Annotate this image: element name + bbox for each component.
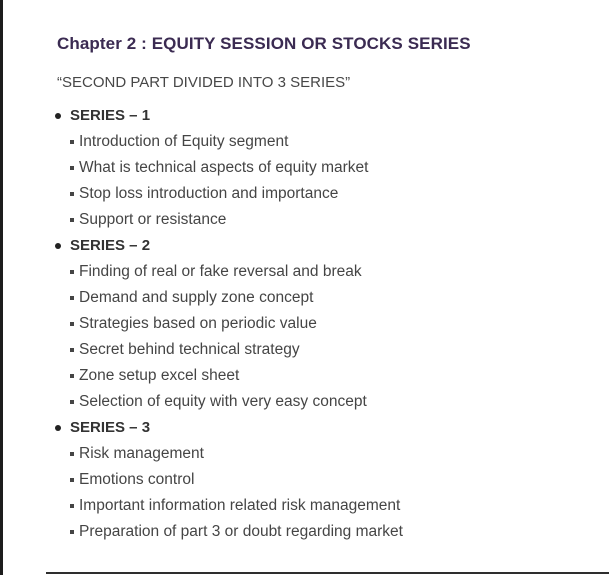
series-item: Risk management [70,441,599,467]
series-item: Selection of equity with very easy concept [70,389,599,415]
series-heading: SERIES – 3 [55,415,599,441]
series-item: Introduction of Equity segment [70,129,599,155]
chapter-outline [57,34,599,545]
series-item: Support or resistance [70,207,599,233]
series-item: Demand and supply zone concept [70,285,599,311]
series-items [55,259,599,415]
series-item: What is technical aspects of equity market [70,155,599,181]
series-section [55,415,599,545]
page-left-border [0,0,3,575]
series-item: Stop loss introduction and importance [70,181,599,207]
series-items [55,129,599,233]
series-heading: SERIES – 2 [55,233,599,259]
chapter-title: Chapter 2 : EQUITY SESSION OR STOCKS SERIES [57,34,471,53]
series-item: Strategies based on periodic value [70,311,599,337]
series-item: Preparation of part 3 or doubt regarding market [70,519,599,545]
series-item: Secret behind technical strategy [70,337,599,363]
series-item: Emotions control [70,467,599,493]
chapter-subtitle: “SECOND PART DIVIDED INTO 3 SERIES” [57,74,351,91]
bottom-divider [46,572,609,574]
series-item: Finding of real or fake reversal and break [70,259,599,285]
series-section [55,103,599,233]
series-item: Zone setup excel sheet [70,363,599,389]
series-section [55,233,599,415]
series-item: Important information related risk management [70,493,599,519]
series-heading: SERIES – 1 [55,103,599,129]
series-list [55,103,599,545]
series-items [55,441,599,545]
